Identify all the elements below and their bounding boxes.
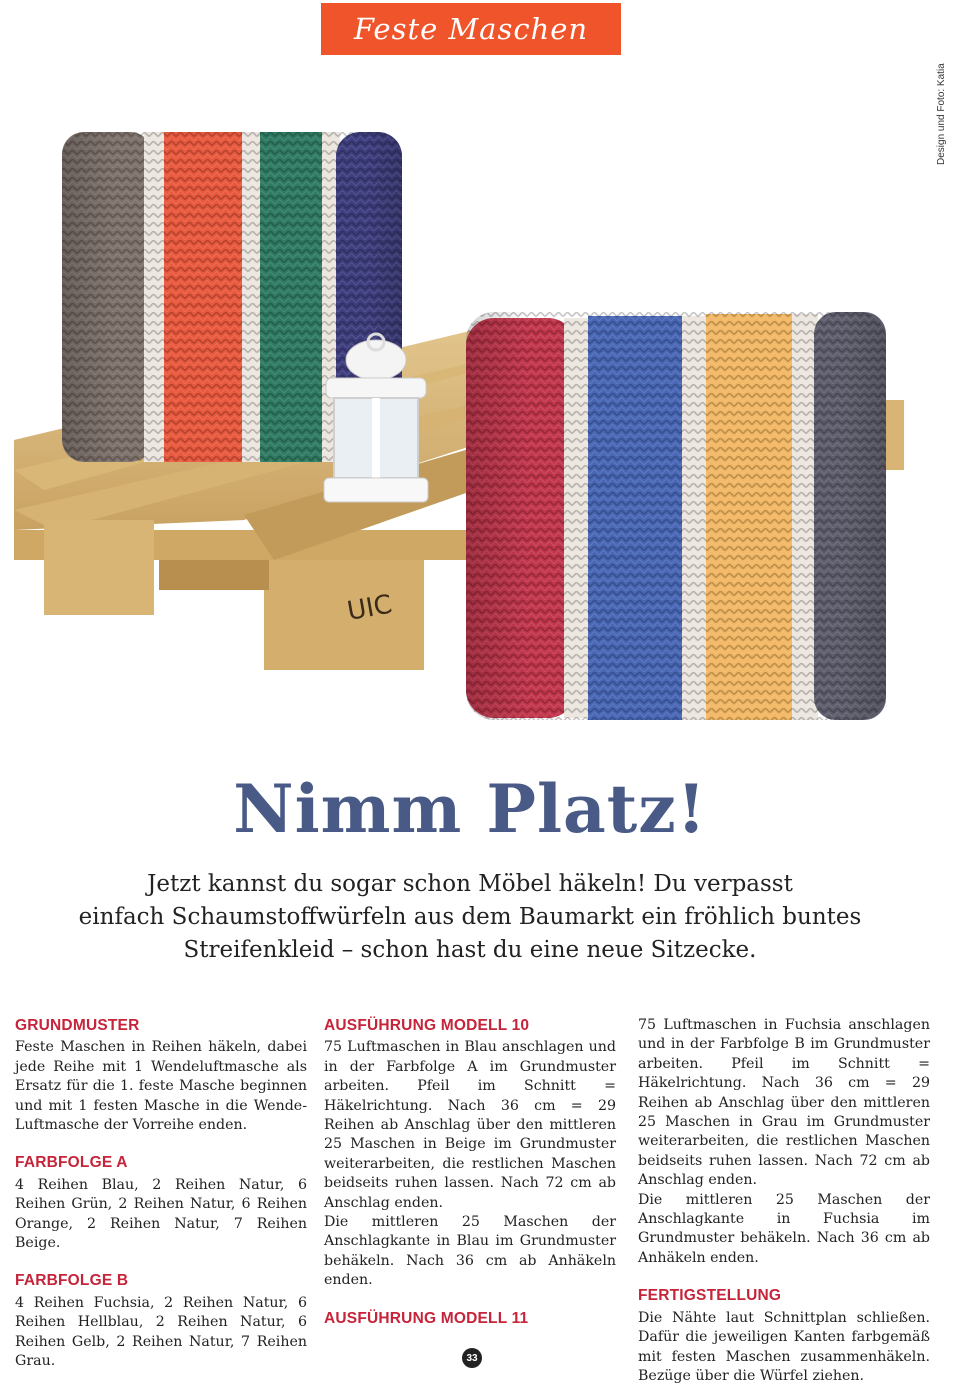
photo-credit: Design und Foto: Katia <box>936 63 947 165</box>
heading-grundmuster: GRUNDMUSTER <box>15 1017 140 1034</box>
section-banner <box>321 3 621 55</box>
text-grundmuster: Feste Maschen in Reihen häkeln, dabei jede Reihe mit 1 Wendeluftmasche als Ersatz für die 1. feste Masche beginnen und mit 1 festen Masche in die Wende-Luftmasche der Vorreihe enden. <box>15 1039 307 1134</box>
text-modell-11: 75 Luftmaschen in Fuchsia anschlagen und in der Farbfolge B im Grundmuster arbeiten. Pfeil im Schnitt = Häkelrichtung. Nach 36 cm = 29 Reihen ab Anschlag über den mittleren 25 Maschen in Grau im Grundmuster weiterarbeiten, die restlichen Maschen beidseits ruhen lassen. Nach 72 cm ab Anschlag enden. <box>638 1017 930 1189</box>
intro-line: Jetzt kannst du sogar schon Möbel häkeln! Du verpasst <box>147 871 793 897</box>
heading-modell-11: AUSFÜHRUNG MODELL 11 <box>324 1309 529 1327</box>
text-modell-10: 75 Luftmaschen in Blau anschlagen und in der Farbfolge A im Grundmuster arbeiten. Pfeil im Schnitt = Häkelrichtung. Nach 36 cm = 29 Reihen ab Anschlag über den mittleren 25 Maschen in Beige im Grundmuster weiterarbeiten, die restlichen Maschen beidseits ruhen lassen. Nach 72 cm ab Anschlag enden. <box>324 1039 616 1211</box>
section-label: Feste Maschen <box>353 12 589 46</box>
heading-fertigstellung: FERTIGSTELLUNG <box>638 1287 782 1305</box>
heading-modell-10: AUSFÜHRUNG MODELL 10 <box>324 1017 530 1034</box>
page-number: 33 <box>462 1348 482 1368</box>
text-farbfolge-b: 4 Reihen Fuchsia, 2 Reihen Natur, 6 Reihen Hellblau, 2 Reihen Natur, 6 Reihen Gelb, 2 Reihen Natur, 7 Reihen Grau. <box>15 1294 307 1370</box>
page-title: Nimm Platz! <box>233 770 707 848</box>
heading-farbfolge-b: FARBFOLGE B <box>15 1272 129 1290</box>
column-middle <box>324 1016 616 1331</box>
column-right <box>638 1016 930 1386</box>
right-crochet-cube <box>466 312 886 720</box>
pallet-stamp: UIC <box>345 589 395 627</box>
text-modell-11-part2: Die mittleren 25 Maschen der Anschlagkante in Fuchsia im Grundmuster behäkeln. Nach 36 cm ab Anhäkeln enden. <box>638 1191 930 1266</box>
column-left <box>15 1016 307 1372</box>
intro-text <box>40 868 900 967</box>
text-fertigstellung: Die Nähte laut Schnittplan schließen. Dafür die jeweiligen Kanten farbgemäß mit festen Maschen zusammenhäkeln. Bezüge über die Würfel ziehen. <box>638 1309 930 1384</box>
text-modell-10-part2: Die mittleren 25 Maschen der Anschlagkante in Blau im Grundmuster behäkeln. Nach 36 cm ab Anhäkeln enden. <box>324 1214 616 1289</box>
text-farbfolge-a: 4 Reihen Blau, 2 Reihen Natur, 6 Reihen Grün, 2 Reihen Natur, 6 Reihen Orange, 2 Reihen Natur, 7 Reihen Beige. <box>15 1176 307 1252</box>
intro-line: Streifenkleid – schon hast du eine neue Sitzecke. <box>183 937 757 963</box>
intro-line: einfach Schaumstoffwürfeln aus dem Baumarkt ein fröhlich buntes <box>78 904 862 930</box>
heading-farbfolge-a: FARBFOLGE A <box>15 1154 128 1172</box>
product-photo <box>14 60 934 740</box>
